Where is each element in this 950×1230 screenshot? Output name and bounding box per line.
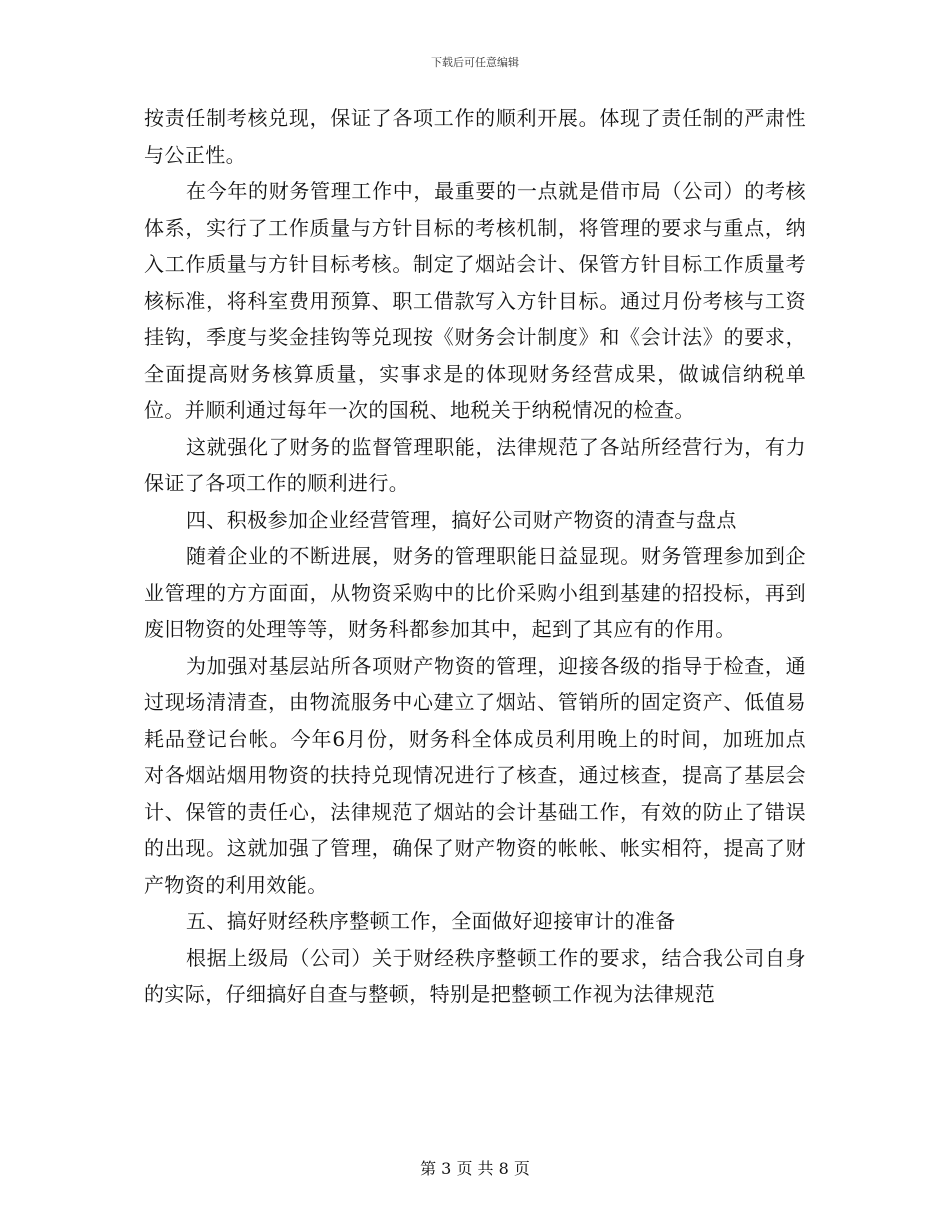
paragraph-5: 随着企业的不断进展，财务的管理职能日益显现。财务管理参加到企业管理的方方面面，从物资采购中的比价采购小组到基建的招投标，再到废旧物资的处理等等，财务科都参加其中，起到了其应有的作用。: [144, 544, 806, 641]
paragraph-1: 按责任制考核兑现，保证了各项工作的顺利开展。体现了责任制的严肃性与公正性。: [144, 106, 806, 167]
page-header: 下载后可任意编辑: [431, 56, 519, 69]
paragraph-6: 为加强对基层站所各项财产物资的管理，迎接各级的指导于检查，通过现场清清查，由物流服务中心建立了烟站、管销所的固定资产、低值易耗品登记台帐。今年6月份，财务科全体成员利用晚上的时间，加班加点对各烟站烟用物资的扶持兑现情况进行了核查，通过核查，提高了基层会计、保管的责任心，法律规范了烟站的会计基础工作，有效的防止了错误的出现。这就加强了管理，确保了财产物资的帐帐、帐实相符，提高了财产物资的利用效能。: [144, 653, 806, 897]
page-footer: 第 3 页 共 8 页: [420, 1159, 530, 1178]
paragraph-8: 根据上级局（公司）关于财经秩序整顿工作的要求，结合我公司自身的实际，仔细搞好自查与整顿，特别是把整顿工作视为法律规范: [144, 945, 806, 1006]
section-heading-5: 五、搞好财经秩序整顿工作，全面做好迎接审计的准备: [186, 909, 676, 933]
paragraph-2: 在今年的财务管理工作中，最重要的一点就是借市局（公司）的考核体系，实行了工作质量与方针目标的考核机制，将管理的要求与重点，纳入工作质量与方针目标考核。制定了烟站会计、保管方针目标工作质量考核标准，将科室费用预算、职工借款写入方针目标。通过月份考核与工资挂钩，季度与奖金挂钩等兑现按《财务会计制度》和《会计法》的要求，全面提高财务核算质量，实事求是的体现财务经营成果，做诚信纳税单位。并顺利通过每年一次的国税、地税关于纳税情况的检查。: [144, 179, 806, 422]
section-heading-4: 四、积极参加企业经营管理，搞好公司财产物资的清查与盘点: [186, 507, 737, 532]
paragraph-3: 这就强化了财务的监督管理职能，法律规范了各站所经营行为，有力保证了各项工作的顺利进行。: [144, 434, 806, 495]
document-body: [144, 100, 806, 1013]
